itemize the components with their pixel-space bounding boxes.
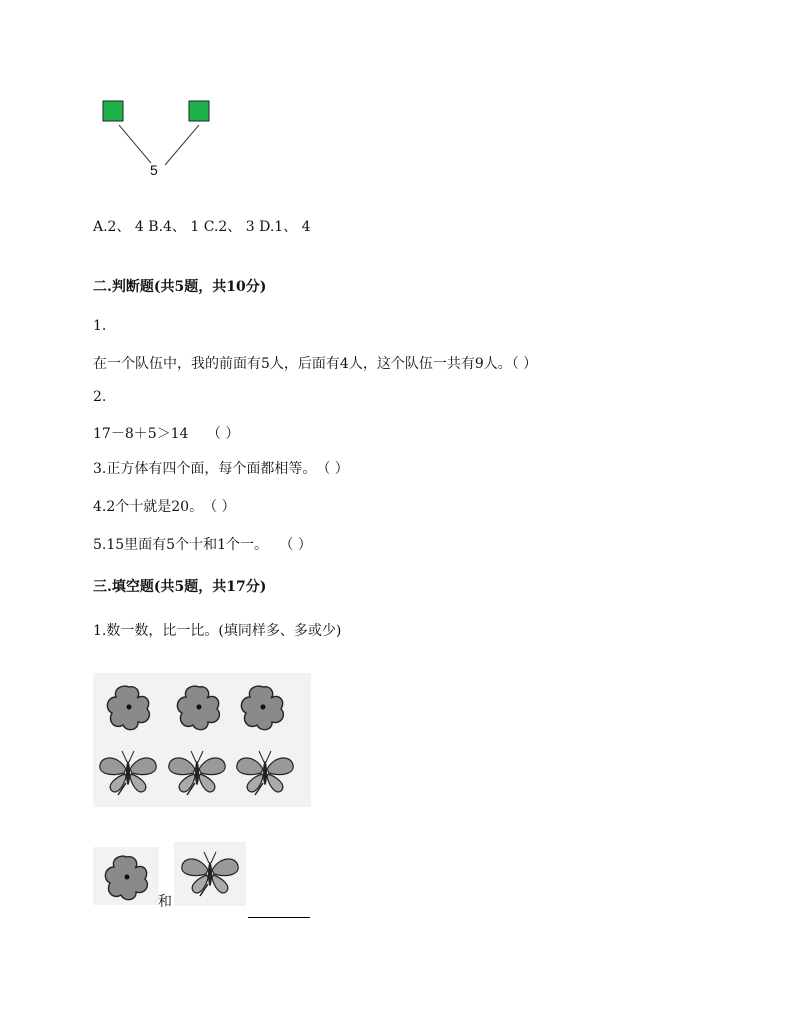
single-butterfly-picture	[174, 842, 246, 906]
left-line	[119, 125, 151, 163]
flower-icon	[241, 686, 283, 730]
section3-heading: 三.填空题(共5题，共17分)	[93, 579, 267, 595]
right-line	[165, 125, 199, 165]
s3-q1-text: 1.数一数，比一比。(填同样多、多或少)	[93, 623, 342, 639]
flower-icon	[107, 686, 149, 730]
number-bond-diagram	[95, 95, 225, 185]
s2-q5-text: 5.15里面有5个十和1个一。 （ ）	[93, 537, 312, 553]
single-flower-picture	[93, 847, 159, 905]
s2-q4-text: 4.2个十就是20。 （ ）	[93, 499, 236, 515]
flower-icon	[177, 686, 219, 730]
answer-options: A.2、 4 B.4、 1 C.2、 3 D.1、 4	[93, 219, 311, 235]
flower-icon	[105, 856, 147, 900]
s2-q1-text: 在一个队伍中，我的前面有5人，后面有4人，这个队伍一共有9人。（ ）	[93, 356, 538, 372]
bond-total: 5	[150, 162, 158, 178]
butterfly-icon	[182, 852, 238, 896]
connector-word: 和	[158, 894, 172, 910]
s2-q3-text: 3.正方体有四个面，每个面都相等。 （ ）	[93, 461, 349, 477]
butterfly-icon	[237, 751, 293, 795]
answer-blank[interactable]	[248, 906, 310, 922]
left-green-box	[103, 101, 123, 121]
right-green-box	[189, 101, 209, 121]
butterfly-icon	[169, 751, 225, 795]
flowers-butterflies-picture	[93, 673, 311, 807]
s2-q2-number: 2.	[93, 389, 107, 405]
s2-q1-number: 1.	[93, 318, 107, 334]
s2-q2-text: 17－8＋5＞14 （ ）	[93, 426, 240, 442]
butterfly-icon	[100, 751, 156, 795]
section2-heading: 二.判断题(共5题，共10分)	[93, 279, 267, 295]
